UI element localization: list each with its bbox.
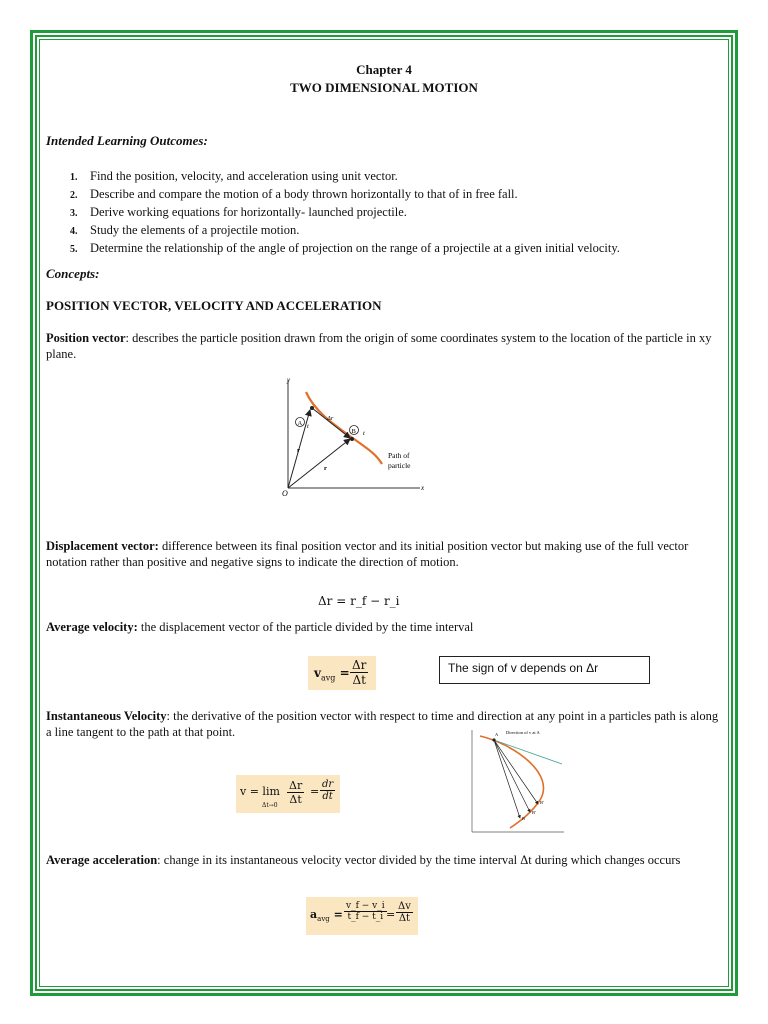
- velocity-sign-note: The sign of v depends on Δr: [439, 656, 650, 684]
- path-label-line2: particle: [388, 461, 411, 470]
- label-rf: r: [324, 465, 327, 472]
- concepts-heading: Concepts:: [46, 266, 100, 281]
- average-velocity-paragraph: Average velocity: the displacement vector of the particle divided by the time interval: [46, 620, 474, 634]
- outcomes-list: [70, 168, 730, 258]
- position-vector-paragraph: Position vector: describes the particle position drawn from the origin of some coordinates system to the location of the particle in xy plane.: [46, 331, 712, 361]
- particle-path: [306, 392, 382, 464]
- fig2-point-a: [492, 738, 495, 741]
- instantaneous-velocity-equation: v = lim Δt→0 $\frac{\Delta r}{\Delta t}$ = $\frac{dr}{dt}$: [236, 775, 340, 813]
- chapter-title: TWO DIMENSIONAL MOTION: [290, 80, 478, 95]
- fig2-label-b1: B': [540, 800, 544, 805]
- label-a: A: [297, 420, 303, 427]
- instantaneous-velocity-figure: [466, 726, 566, 836]
- label-delta-r: Δr: [327, 415, 334, 422]
- fig2-label-a: A: [495, 732, 499, 737]
- fig2-label-b3: B: [522, 816, 526, 821]
- displacement-term: Displacement vector:: [46, 539, 159, 553]
- fig2-direction-label: Direction of v at A: [506, 730, 540, 735]
- path-label-line1: Path of: [388, 451, 410, 460]
- label-tf: t: [363, 430, 365, 437]
- origin-label: O: [282, 489, 288, 498]
- displacement-line-1: [494, 740, 538, 804]
- outcome-item: 2. Describe and compare the motion of a body thrown horizontally to that of in free fall.: [70, 187, 518, 201]
- outcomes-heading: Intended Learning Outcomes:: [46, 133, 208, 148]
- outcome-item: 3. Derive working equations for horizontally- launched projectile.: [70, 205, 407, 219]
- outcome-item: 4. Study the elements of a projectile motion.: [70, 223, 300, 237]
- label-ri: r: [297, 447, 300, 454]
- y-axis-label: y: [287, 376, 291, 384]
- section-heading: POSITION VECTOR, VELOCITY AND ACCELERATION: [46, 298, 382, 313]
- fig2-label-b2: B': [532, 810, 536, 815]
- label-b: B: [351, 428, 356, 435]
- average-acceleration-paragraph: Average acceleration: change in its instantaneous velocity vector divided by the time interval Δt during which changes occurs: [46, 853, 681, 867]
- instantaneous-velocity-term: Instantaneous Velocity: [46, 709, 167, 723]
- average-acceleration-term: Average acceleration: [46, 853, 158, 867]
- average-velocity-term: Average velocity:: [46, 620, 138, 634]
- displacement-equation: Δr = r_f − r_i: [318, 594, 400, 608]
- chapter-label: Chapter 4: [356, 62, 412, 77]
- average-acceleration-equation: $a_{avg}$ = $\frac{v\_f - v\_i}{t\_f - t\_i}$ = $\frac{\Delta v}{\Delta t}$: [306, 897, 418, 935]
- instantaneous-velocity-paragraph: Instantaneous Velocity: the derivative of the position vector with respect to time and direction at any point in a particles path is along a line tangent to the path at that point.: [46, 709, 719, 739]
- displacement-paragraph: Displacement vector: difference between its final position vector and its initial position vector but making use of the full vector notation rather than positive and negative signs to indicate the direction of motion.: [46, 539, 689, 569]
- point-b: [350, 437, 354, 441]
- outcome-item: 5. Determine the relationship of the angle of projection on the range of a projectile at a given initial velocity.: [70, 241, 620, 255]
- average-velocity-equation: $v_{avg}$ = $\frac{\Delta r}{\Delta t}$: [308, 656, 376, 690]
- position-vector-term: Position vector: [46, 331, 126, 345]
- outcome-item: 1. Find the position, velocity, and acceleration using unit vector.: [70, 169, 398, 183]
- position-vector-figure: [270, 372, 440, 502]
- point-a: [310, 406, 314, 410]
- delta-r-vector: [312, 408, 350, 438]
- label-ti: t: [307, 423, 309, 430]
- x-axis-label: x: [421, 484, 425, 492]
